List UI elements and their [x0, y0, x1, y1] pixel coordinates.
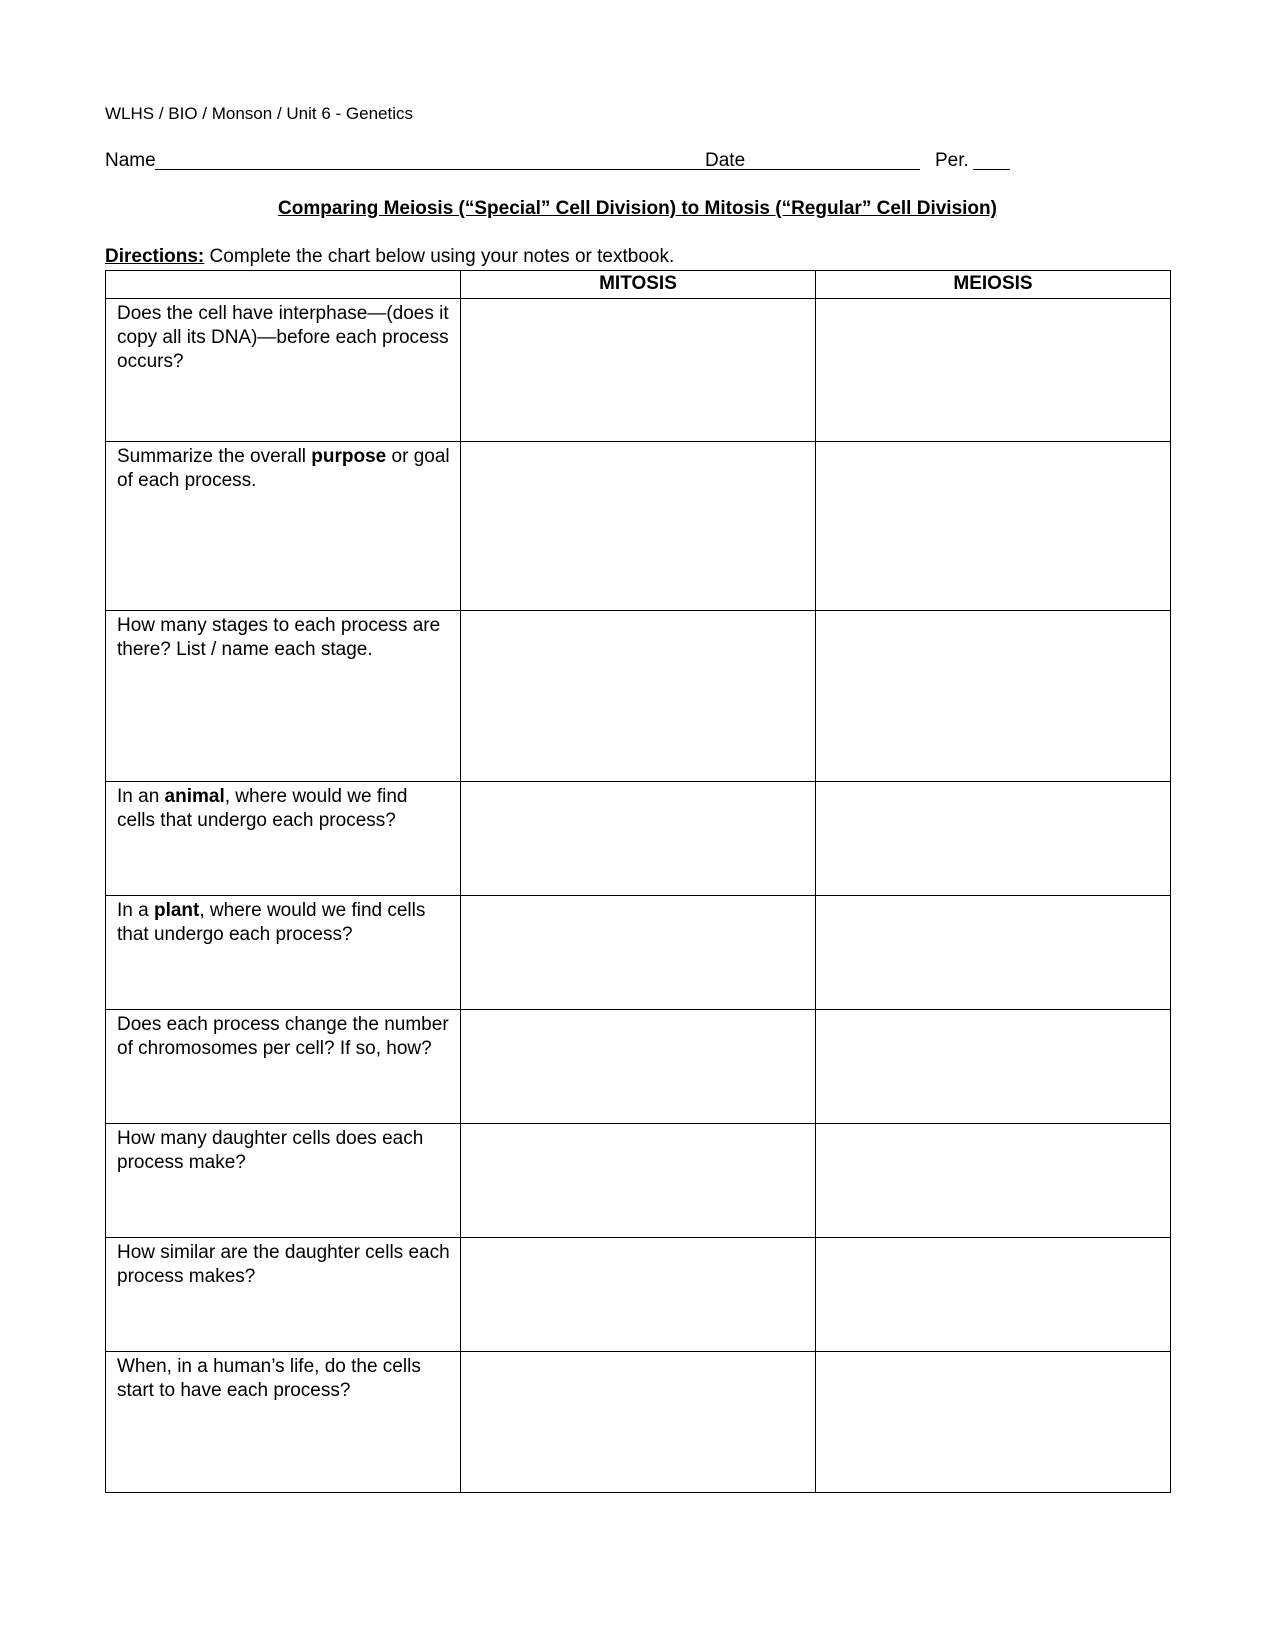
meiosis-answer-cell[interactable] — [816, 896, 1171, 1010]
question-text-end: , where would we find cells that undergo each process? — [117, 786, 408, 831]
mitosis-answer-cell[interactable] — [461, 1124, 816, 1238]
mitosis-answer-cell[interactable] — [461, 1010, 816, 1124]
question-text-end: , where would we find cells that undergo each process? — [117, 900, 426, 945]
table-row — [106, 1238, 1171, 1352]
question-emphasis: animal — [164, 786, 225, 807]
comparison-chart — [105, 270, 1171, 1493]
mitosis-answer-cell[interactable] — [461, 611, 816, 782]
header-blank-cell — [106, 271, 461, 299]
directions — [105, 246, 674, 268]
question-emphasis: plant — [153, 900, 200, 921]
mitosis-answer-cell[interactable] — [461, 896, 816, 1010]
question-cell — [106, 611, 461, 782]
directions-label: Directions: — [105, 246, 205, 267]
question-text: How similar are the daughter cells each process makes? — [117, 1242, 450, 1287]
question-cell — [106, 299, 461, 442]
question-text: When, in a human’s life, do the cells start to have each process? — [117, 1356, 421, 1401]
table-row — [106, 611, 1171, 782]
question-cell — [106, 1352, 461, 1493]
name-blank[interactable] — [155, 169, 755, 170]
question-text: Summarize the overall — [117, 446, 312, 467]
question-cell — [106, 782, 461, 896]
header-meiosis: MEIOSIS — [816, 271, 1171, 299]
question-text-end: or goal of each process. — [117, 446, 450, 491]
question-text: Does each process change the number of chromosomes per cell? If so, how? — [117, 1014, 449, 1059]
date-label: Date — [705, 150, 746, 171]
date-blank[interactable] — [750, 169, 920, 170]
name-label: Name — [105, 150, 156, 171]
mitosis-answer-cell[interactable] — [461, 782, 816, 896]
question-text: Does the cell have interphase—(does it copy all its DNA)—before each process occurs? — [117, 303, 449, 372]
directions-text: Complete the chart below using your notes or textbook. — [209, 246, 675, 267]
header-mitosis: MITOSIS — [461, 271, 816, 299]
meiosis-answer-cell[interactable] — [816, 1010, 1171, 1124]
table-row — [106, 782, 1171, 896]
meiosis-answer-cell[interactable] — [816, 442, 1171, 611]
question-text: How many stages to each process are there? List / name each stage. — [117, 615, 441, 660]
mitosis-answer-cell[interactable] — [461, 1238, 816, 1352]
table-row — [106, 442, 1171, 611]
question-text: In an — [117, 786, 165, 807]
chart-header-row — [106, 271, 1171, 299]
meiosis-answer-cell[interactable] — [816, 1124, 1171, 1238]
mitosis-answer-cell[interactable] — [461, 442, 816, 611]
period-label: Per. — [935, 150, 969, 171]
table-row — [106, 896, 1171, 1010]
name-date-period-line — [105, 150, 1005, 174]
question-text: How many daughter cells does each process make? — [117, 1128, 424, 1173]
worksheet-title: Comparing Meiosis (“Special” Cell Division) to Mitosis (“Regular” Cell Division) — [278, 198, 997, 219]
question-cell — [106, 442, 461, 611]
question-cell — [106, 1124, 461, 1238]
question-emphasis: purpose — [311, 446, 387, 467]
meiosis-answer-cell[interactable] — [816, 782, 1171, 896]
table-row — [106, 1124, 1171, 1238]
meiosis-answer-cell[interactable] — [816, 1238, 1171, 1352]
question-cell — [106, 1010, 461, 1124]
period-blank[interactable] — [973, 169, 1010, 170]
mitosis-answer-cell[interactable] — [461, 1352, 816, 1493]
table-row — [106, 299, 1171, 442]
meiosis-answer-cell[interactable] — [816, 611, 1171, 782]
meiosis-answer-cell[interactable] — [816, 1352, 1171, 1493]
mitosis-answer-cell[interactable] — [461, 299, 816, 442]
course-header: WLHS / BIO / Monson / Unit 6 - Genetics — [105, 104, 413, 123]
question-text: In a — [117, 900, 154, 921]
meiosis-answer-cell[interactable] — [816, 299, 1171, 442]
table-row — [106, 1010, 1171, 1124]
question-cell — [106, 896, 461, 1010]
question-cell — [106, 1238, 461, 1352]
table-row — [106, 1352, 1171, 1493]
